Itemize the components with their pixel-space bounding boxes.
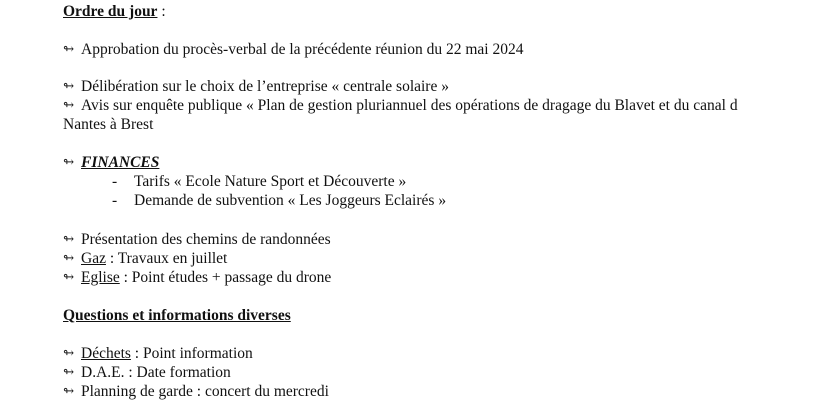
finances-subitem-text: Demande de subvention « Les Joggeurs Eclairés »	[134, 192, 447, 209]
agenda-heading-line	[63, 3, 166, 21]
curved-arrow-icon: ↬	[63, 250, 74, 265]
agenda-item-enquete-text-2: Nantes à Brest	[63, 116, 154, 133]
gaz-label: Gaz	[81, 250, 106, 267]
agenda-heading-colon: :	[157, 3, 166, 20]
agenda-item-pv	[63, 41, 523, 59]
question-item-dae	[63, 364, 231, 382]
agenda-item-deliberation	[63, 78, 449, 96]
finances-heading: FINANCES	[81, 154, 160, 171]
agenda-item-enquete-text: Avis sur enquête publique « Plan de gestion pluriannuel des opérations de dragage du Blavet et du canal d	[81, 97, 738, 114]
curved-arrow-icon: ↬	[63, 231, 74, 246]
curved-arrow-icon: ↬	[63, 383, 74, 398]
questions-heading: Questions et informations diverses	[63, 307, 291, 324]
questions-heading-line	[63, 307, 291, 325]
curved-arrow-icon: ↬	[63, 41, 74, 56]
finances-subitem-text: Tarifs « Ecole Nature Sport et Découverte »	[134, 173, 407, 190]
question-item-planning	[63, 383, 329, 401]
agenda-heading: Ordre du jour	[63, 3, 158, 20]
finances-subitem	[112, 173, 406, 191]
gaz-text: : Travaux en juillet	[105, 250, 228, 267]
agenda-item-chemins	[63, 231, 331, 249]
curved-arrow-icon: ↬	[63, 345, 74, 360]
agenda-item-enquete-continued	[63, 116, 153, 134]
agenda-item-pv-text: Approbation du procès-verbal de la précédente réunion du 22 mai 2024	[81, 41, 524, 58]
agenda-item-deliberation-text: Délibération sur le choix de l’entreprise « centrale solaire »	[81, 78, 449, 95]
curved-arrow-icon: ↬	[63, 78, 74, 93]
eglise-label: Eglise	[81, 269, 120, 286]
dechets-label: Déchets	[81, 345, 131, 362]
agenda-item-gaz	[63, 250, 227, 268]
agenda-item-enquete	[63, 97, 738, 115]
dae-text: D.A.E. : Date formation	[81, 364, 231, 381]
curved-arrow-icon: ↬	[63, 269, 74, 284]
planning-text: Planning de garde : concert du mercredi	[81, 383, 329, 400]
bullet-dash: -	[112, 192, 118, 209]
agenda-item-eglise	[63, 269, 331, 287]
curved-arrow-icon: ↬	[63, 154, 74, 169]
dechets-text: : Point information	[130, 345, 253, 362]
curved-arrow-icon: ↬	[63, 97, 74, 112]
agenda-item-chemins-text: Présentation des chemins de randonnées	[81, 231, 331, 248]
finances-subitem	[112, 192, 446, 210]
curved-arrow-icon: ↬	[63, 364, 74, 379]
eglise-text: : Point études + passage du drone	[119, 269, 332, 286]
question-item-dechets	[63, 345, 253, 363]
bullet-dash: -	[112, 173, 118, 190]
agenda-item-finances	[63, 154, 159, 172]
